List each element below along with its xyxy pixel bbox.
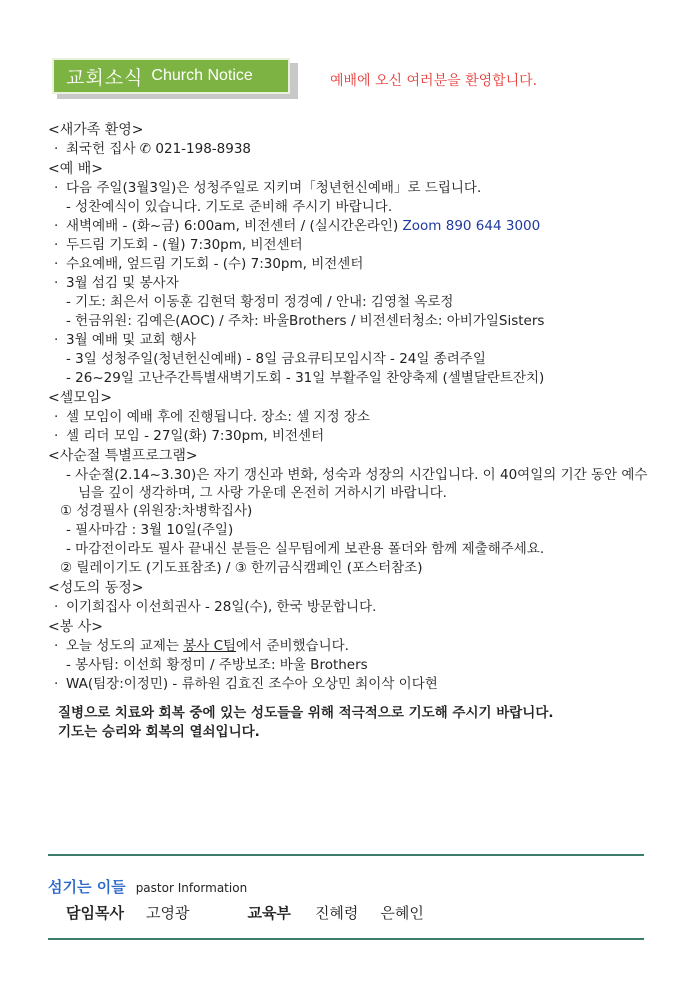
pastor-info-header [48, 876, 247, 897]
list-item: - 26~29일 고난주간특별새벽기도회 - 31일 부활주일 찬양축제 (셀별달란트잔치) [48, 369, 648, 388]
list-item: · 이기희집사 이선희권사 - 28일(수), 한국 방문합니다. [48, 598, 648, 617]
prayer-motto: 기도는 승리와 회복의 열쇠입니다. [58, 724, 260, 740]
education-name-2: 은혜인 [380, 904, 424, 922]
list-item: - 봉사팀: 이선희 황정미 / 주방보조: 바울 Brothers [48, 656, 648, 675]
pastor-title-en: pastor Information [135, 881, 248, 895]
education-name-1: 진혜령 [314, 904, 359, 922]
list-item: - 헌금위원: 김예은(AOC) / 주차: 바울Brothers / 비전센터청소: 아비가일Sisters [48, 312, 648, 331]
zoom-id: Zoom 890 644 3000 [402, 218, 541, 234]
list-item: · 3월 섬김 및 봉사자 [48, 274, 648, 293]
list-item: · 셀 리더 모임 - 27일(화) 7:30pm, 비전센터 [48, 427, 648, 446]
divider-top [48, 854, 644, 856]
divider-bottom [48, 938, 644, 940]
banner-title-en: Church Notice [151, 67, 253, 84]
list-item: · 다음 주일(3월3일)은 성청주일로 지키며「청년헌신예배」로 드립니다. [48, 179, 648, 198]
section-title: <사순절 특별프로그램> [48, 448, 198, 464]
list-item: - 3일 성청주일(청년헌신예배) - 8일 금요큐티모임시작 - 24일 종려주일 [48, 350, 648, 369]
role-senior-pastor: 담임목사 [66, 904, 124, 922]
section-cell [48, 388, 648, 446]
fellowship-text-end: 에서 준비했습니다. [236, 638, 349, 654]
list-item: - 마감전이라도 필사 끝내신 분들은 실무팀에게 보관용 폴더와 함께 제출해주세요. [48, 540, 648, 559]
section-service [48, 617, 648, 694]
section-news [48, 578, 648, 617]
section-title: <셀모임> [48, 390, 113, 406]
list-item: ① 성경필사 (위원장:차병학집사) [60, 503, 253, 519]
section-worship [48, 159, 648, 388]
section-title: <봉 사> [48, 619, 103, 635]
list-item: · 셀 모임이 예배 후에 진행됩니다. 장소: 셀 지정 장소 [48, 408, 648, 427]
fellowship-text: 오늘 성도의 교제는 [66, 638, 184, 654]
banner-title-kr: 교회소식 [66, 66, 144, 89]
pastor-list [66, 902, 424, 923]
closing-prayer [48, 704, 648, 742]
list-item: · 3월 예배 및 교회 행사 [48, 331, 648, 350]
service-team: 봉사 C팀 [183, 638, 237, 654]
list-item: - 성찬예식이 있습니다. 기도로 준비해 주시기 바랍니다. [48, 198, 648, 217]
list-item: · 최국헌 집사 ✆ 021-198-8938 [48, 140, 648, 159]
list-item [48, 637, 648, 656]
list-item [48, 217, 648, 236]
list-item: - 필사마감 : 3월 10일(주일) [48, 521, 648, 540]
notice-content [48, 120, 648, 742]
church-notice-banner [52, 58, 290, 94]
list-item: - 기도: 최은서 이동훈 김현덕 황정미 정경예 / 안내: 김영철 옥로정 [48, 293, 648, 312]
role-education: 교육부 [247, 904, 291, 922]
welcome-message: 예배에 오신 여러분을 환영합니다. [330, 73, 538, 89]
section-new-family [48, 120, 648, 159]
pastor-title-kr: 섬기는 이들 [48, 878, 126, 896]
list-item: · WA(팀장:이정민) - 류하원 김효진 조수아 오상민 최이삭 이다현 [48, 675, 648, 694]
dawn-service-text: 새벽예배 - (화~금) 6:00am, 비전센터 / (실시간온라인) [66, 218, 403, 234]
list-item: · 수요예배, 엎드림 기도회 - (수) 7:30pm, 비전센터 [48, 255, 648, 274]
section-title: <새가족 환영> [48, 122, 144, 138]
senior-pastor-name: 고영광 [145, 904, 190, 922]
section-title: <성도의 동정> [48, 580, 144, 596]
list-item: - 사순절(2.14~3.30)은 자기 갱신과 변화, 성숙과 성장의 시간입니다. 이 40여일의 기간 동안 예수님을 깊이 생각하며, 그 사랑 가운데 온전히 거하시기 바랍니다. [48, 466, 648, 502]
section-title: <예 배> [48, 161, 103, 177]
section-lent [48, 446, 648, 578]
list-item: · 두드림 기도회 - (월) 7:30pm, 비전센터 [48, 236, 648, 255]
list-item: ② 릴레이기도 (기도표참조) / ③ 한끼금식캠페인 (포스터참조) [60, 560, 423, 576]
prayer-request: 질병으로 치료와 회복 중에 있는 성도들을 위해 적극적으로 기도해 주시기 바랍니다. [58, 705, 554, 721]
